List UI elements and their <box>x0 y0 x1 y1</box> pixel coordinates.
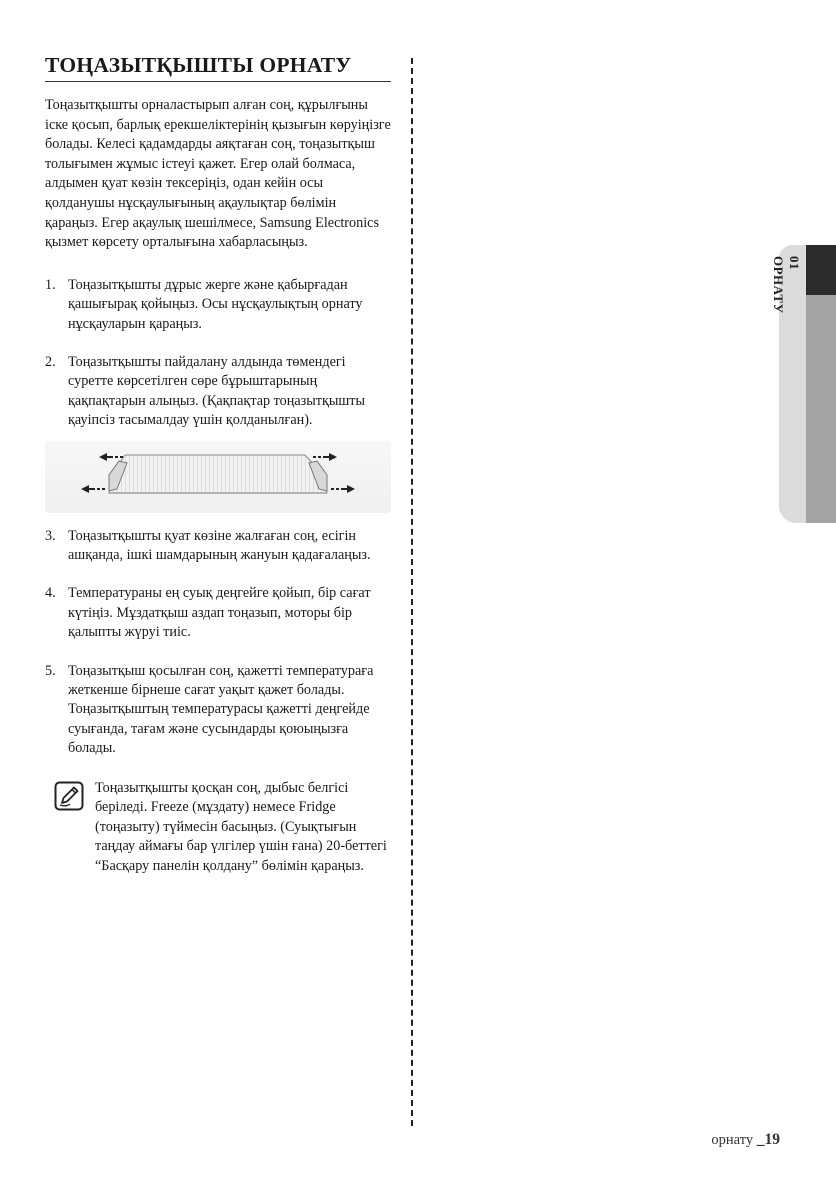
step-text: Тоңазытқышты қуат көзіне жалғаған соң, есігін ашқанда, ішкі шамдарының жануын қадағалаңыз. <box>68 527 371 563</box>
list-item <box>45 662 391 759</box>
step-text: Тоңазытқыш қосылған соң, қажетті температураға жеткенше бірнеше сағат уақыт қажет болады. Тоңазытқыштың температурасы қажетті деңгейде суығанда, тағам және сусындарды қоюыңызға болады. <box>68 662 374 757</box>
intro-paragraph: Тоңазытқышты орналастырып алған соң, құрылғыны іске қосып, барлық ерекшеліктерінің қызығын көруіңізге болады. Келесі қадамдарды аяқтаған соң, тоңазытқыш толығымен жұмыс істеуі қажет. Егер олай болмаса, алдымен қуат көзін тексеріңіз, одан кейін осы қолданушы нұсқаулығының ақаулықтар бөлімін қараңыз. Егер ақаулық шешілмесе, Samsung Electronics қызмет көрсету орталығына хабарласыңыз. <box>45 97 391 251</box>
chapter-tab-label: 01 ОРНАТУ <box>771 256 802 314</box>
list-item <box>45 276 391 334</box>
step-number: 3. <box>45 527 56 544</box>
content-column <box>45 52 391 877</box>
page-title: ТОҢАЗЫТҚЫШТЫ ОРНАТУ <box>45 52 391 82</box>
arrow-icon <box>313 453 337 461</box>
page-footer <box>711 1131 780 1149</box>
steps-list-continued <box>45 527 391 759</box>
shelf-caps-illustration <box>45 441 391 513</box>
step-number: 2. <box>45 353 56 370</box>
step-text: Температураны ең суық деңгейге қойып, бір сағат күтіңіз. Мұздатқыш аздап тоңазып, моторы бір қалыпты жүруі тиіс. <box>68 585 371 641</box>
note-pencil-icon <box>54 781 84 811</box>
shelf-glass <box>109 455 327 493</box>
step-number: 4. <box>45 585 56 602</box>
step-number: 1. <box>45 276 56 293</box>
footer-section-word: орнату <box>711 1132 754 1148</box>
shelf-illustration-svg <box>45 441 391 513</box>
list-item <box>45 527 391 566</box>
note-text: Тоңазытқышты қосқан соң, дыбыс белгісі беріледі. Freeze (мұздату) немесе Fridge (тоңазыту) түймесін басыңыз. (Суықтығын таңдау аймағы бар үлгілер үшін ғана) 20-беттегі “Басқару панелін қолдану” бөлімін қараңыз. <box>95 779 387 875</box>
arrow-icon <box>99 453 123 461</box>
arrow-icon <box>331 485 355 493</box>
column-divider <box>411 58 413 1126</box>
steps-list <box>45 276 391 431</box>
note-block <box>45 779 391 877</box>
list-item <box>45 584 391 642</box>
step-text: Тоңазытқышты дұрыс жерге және қабырғадан қашығырақ қойыңыз. Осы нұсқаулықтың орнату нұсқауларын қараңыз. <box>68 276 363 332</box>
list-item <box>45 353 391 431</box>
arrow-icon <box>81 485 105 493</box>
step-number: 5. <box>45 662 56 679</box>
step-text: Тоңазытқышты пайдалану алдында төмендегі суретте көрсетілген сөре бұрыштарының қақпақтарын алыңыз. (Қақпақтар тоңазытқышты қауіпсіз тасымалдау үшін қолданылған). <box>68 353 366 429</box>
page-number: _19 <box>756 1131 780 1148</box>
